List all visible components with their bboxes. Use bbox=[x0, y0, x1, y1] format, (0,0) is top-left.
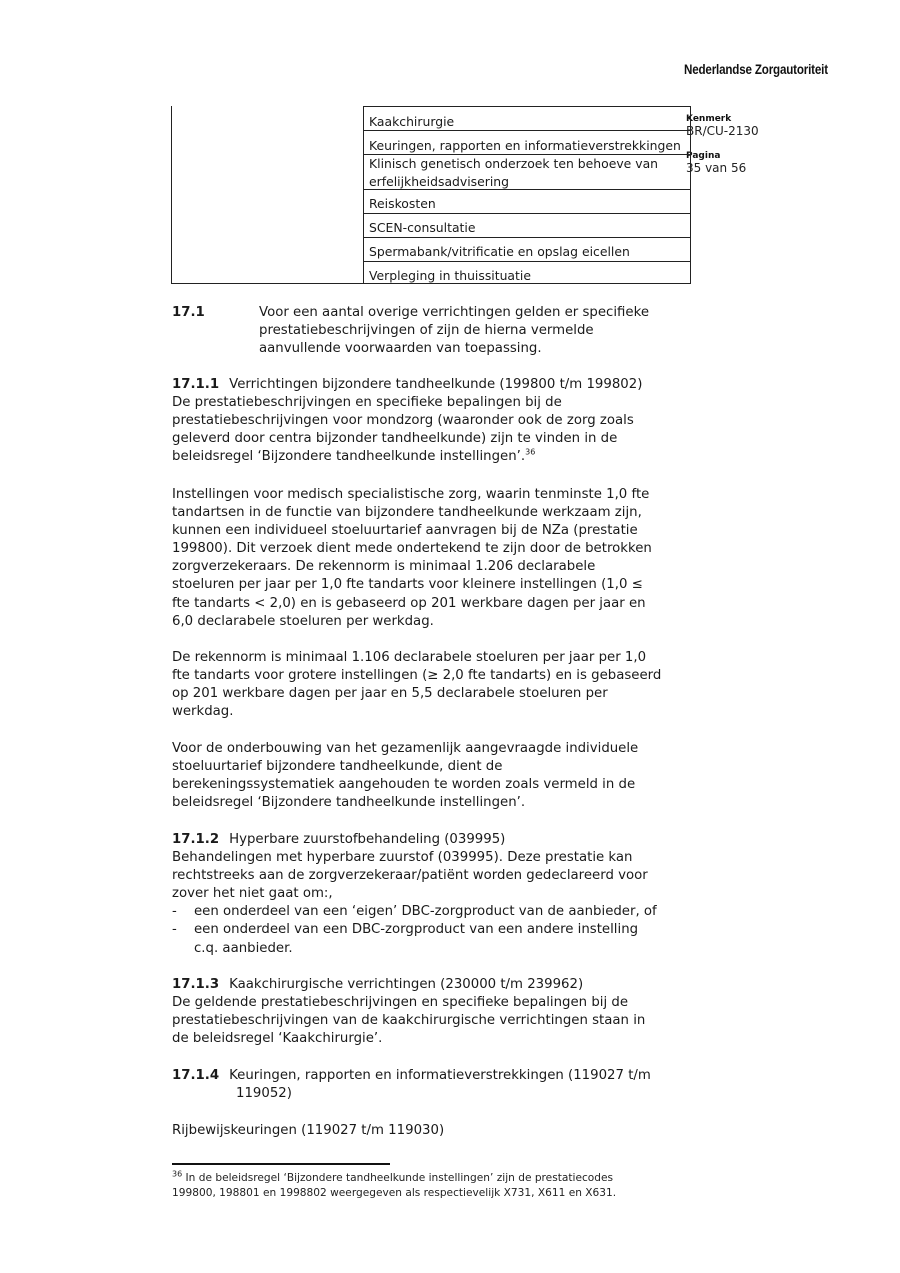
subheading-rijbewijskeuringen: Rijbewijskeuringen (119027 t/m 119030) bbox=[172, 1123, 445, 1138]
text-line: zover het niet gaat om:, bbox=[172, 886, 333, 902]
section-title: Kaakchirurgische verrichtingen (230000 t/m 239962) bbox=[229, 977, 584, 992]
section-title: Hyperbare zuurstofbehandeling (039995) bbox=[229, 832, 506, 847]
table-cell: Keuringen, rapporten en informatieverstrekkingen bbox=[369, 138, 681, 153]
text-line: prestatiebeschrijvingen van de kaakchirurgische verrichtingen staan in bbox=[172, 1013, 646, 1029]
paragraph-onderbouwing bbox=[172, 740, 692, 812]
organization-name: Nederlandse Zorgautoriteit bbox=[684, 62, 828, 77]
list-item-text: een onderdeel van een ‘eigen’ DBC-zorgproduct van de aanbieder, of bbox=[194, 904, 657, 920]
text-line: tandartsen in de functie van bijzondere tandheelkunde werkzaam zijn, bbox=[172, 505, 642, 521]
text-line: stoeluurtarief bijzondere tandheelkunde, dient de bbox=[172, 759, 503, 775]
table-cell: Spermabank/vitrificatie en opslag eicellen bbox=[369, 244, 630, 259]
text-line: rechtstreeks aan de zorgverzekeraar/patiënt worden gedeclareerd voor bbox=[172, 868, 648, 884]
text-line: werkdag. bbox=[172, 704, 234, 720]
section-number: 17.1.2 bbox=[172, 832, 220, 847]
table-cell: Verpleging in thuissituatie bbox=[369, 268, 531, 283]
list-item bbox=[172, 921, 692, 939]
section-heading bbox=[172, 376, 692, 394]
bullet-dash: - bbox=[172, 922, 177, 938]
text-line: kunnen een individueel stoeluurtarief aanvragen bij de NZa (prestatie bbox=[172, 523, 638, 539]
table-cell: Kaakchirurgie bbox=[369, 114, 455, 129]
text-line: De rekennorm is minimaal 1.106 declarabele stoeluren per jaar per 1,0 bbox=[172, 650, 647, 665]
section-17-1-4 bbox=[172, 1067, 692, 1103]
text-line: Instellingen voor medisch specialistische zorg, waarin tenminste 1,0 fte bbox=[172, 487, 650, 502]
text-line: De geldende prestatiebeschrijvingen en specifieke bepalingen bij de bbox=[172, 995, 628, 1011]
list-item-text: c.q. aanbieder. bbox=[194, 940, 293, 956]
section-heading bbox=[172, 1067, 692, 1085]
section-title-line2: 119052) bbox=[236, 1086, 292, 1102]
text-span: beleidsregel ‘Bijzondere tandheelkunde instellingen’. bbox=[172, 449, 526, 465]
pagina-block bbox=[686, 151, 746, 175]
text-line: berekeningssystematiek aangehouden te worden zoals vermeld in de bbox=[172, 777, 636, 793]
kenmerk-label: Kenmerk bbox=[686, 114, 732, 124]
footnote-line bbox=[172, 1171, 732, 1186]
text-line: 199800). Dit verzoek dient mede ondertekend te zijn door de betrokken bbox=[172, 541, 652, 557]
text-line: zorgverzekeraars. De rekennorm is minimaal 1.206 declarabele bbox=[172, 559, 596, 575]
text-line: geleverd door centra bijzonder tandheelkunde) zijn te vinden in de bbox=[172, 431, 618, 447]
footnote-divider bbox=[172, 1163, 390, 1165]
table-row bbox=[364, 190, 690, 214]
table-cell: SCEN-consultatie bbox=[369, 220, 476, 235]
section-heading bbox=[172, 976, 692, 994]
text-line: fte tandarts voor grotere instellingen (≥ 2,0 fte tandarts) en is gebaseerd bbox=[172, 668, 662, 684]
table-row bbox=[364, 155, 690, 190]
footnote bbox=[172, 1171, 732, 1201]
text-line: op 201 werkbare dagen per jaar en 5,5 declarabele stoeluren per bbox=[172, 686, 608, 702]
section-number: 17.1.4 bbox=[172, 1068, 220, 1083]
footnote-text: In de beleidsregel ‘Bijzondere tandheelkunde instellingen’ zijn de prestatiecodes bbox=[182, 1172, 614, 1184]
kenmerk-block bbox=[686, 114, 759, 138]
section-17-1-2 bbox=[172, 831, 692, 958]
paragraph-rekennorm bbox=[172, 649, 692, 721]
text-line: aanvullende voorwaarden van toepassing. bbox=[259, 341, 542, 357]
section-heading bbox=[172, 831, 692, 849]
text-line: 6,0 declarabele stoeluren per werkdag. bbox=[172, 613, 434, 629]
paragraph-stoeluurtarief bbox=[172, 486, 692, 631]
pagina-value: 35 van 56 bbox=[686, 161, 747, 175]
table-row bbox=[364, 107, 690, 131]
pagina-label: Pagina bbox=[686, 151, 721, 161]
table-row bbox=[364, 131, 690, 155]
text-line: stoeluren per jaar per 1,0 fte tandarts voor kleinere instellingen (1,0 ≤ bbox=[172, 577, 643, 593]
table-cell-line2: erfelijkheidsadvisering bbox=[369, 174, 510, 189]
text-line: Voor de onderbouwing van het gezamenlijk aangevraagde individuele bbox=[172, 741, 639, 756]
kenmerk-value: BR/CU-2130 bbox=[686, 124, 759, 138]
text-line bbox=[172, 448, 692, 466]
section-17-1 bbox=[172, 304, 692, 357]
list-item-text: een onderdeel van een DBC-zorgproduct van een andere instelling bbox=[194, 922, 639, 938]
table-cell: Klinisch genetisch onderzoek ten behoeve van bbox=[369, 156, 659, 171]
footnote-number: 36 bbox=[172, 1169, 183, 1179]
section-number: 17.1.1 bbox=[172, 377, 220, 392]
text-line: De prestatiebeschrijvingen en specifieke bepalingen bij de bbox=[172, 395, 562, 411]
table-continuation bbox=[171, 106, 690, 284]
section-number: 17.1 bbox=[172, 305, 205, 320]
section-number: 17.1.3 bbox=[172, 977, 220, 992]
bullet-dash: - bbox=[172, 904, 177, 920]
list-item-continuation bbox=[172, 940, 692, 958]
table-column-items bbox=[363, 106, 691, 284]
section-17-1-1 bbox=[172, 376, 692, 466]
section-title: Verrichtingen bijzondere tandheelkunde (199800 t/m 199802) bbox=[229, 377, 643, 392]
list-item bbox=[172, 903, 692, 921]
section-17-1-3 bbox=[172, 976, 692, 1048]
footnote-reference[interactable]: 36 bbox=[525, 447, 536, 457]
text-line: Behandelingen met hyperbare zuurstof (039995). Deze prestatie kan bbox=[172, 850, 633, 866]
text-line: prestatiebeschrijvingen voor mondzorg (waaronder ook de zorg zoals bbox=[172, 413, 634, 429]
text-line: de beleidsregel ‘Kaakchirurgie’. bbox=[172, 1031, 383, 1047]
section-title: Keuringen, rapporten en informatieverstrekkingen (119027 t/m bbox=[229, 1068, 651, 1083]
text-line: beleidsregel ‘Bijzondere tandheelkunde instellingen’. bbox=[172, 795, 526, 811]
table-row bbox=[364, 238, 690, 262]
text-line: fte tandarts < 2,0) en is gebaseerd op 201 werkbare dagen per jaar en bbox=[172, 595, 646, 611]
table-row bbox=[364, 214, 690, 238]
table-row bbox=[364, 262, 690, 285]
text-line: Voor een aantal overige verrichtingen gelden er specifieke bbox=[259, 305, 650, 320]
table-cell: Reiskosten bbox=[369, 196, 436, 211]
footnote-line: 199800, 198801 en 1998802 weergegeven als respectievelijk X731, X611 en X631. bbox=[172, 1187, 617, 1199]
text-line: prestatiebeschrijvingen of zijn de hierna vermelde bbox=[259, 323, 594, 339]
